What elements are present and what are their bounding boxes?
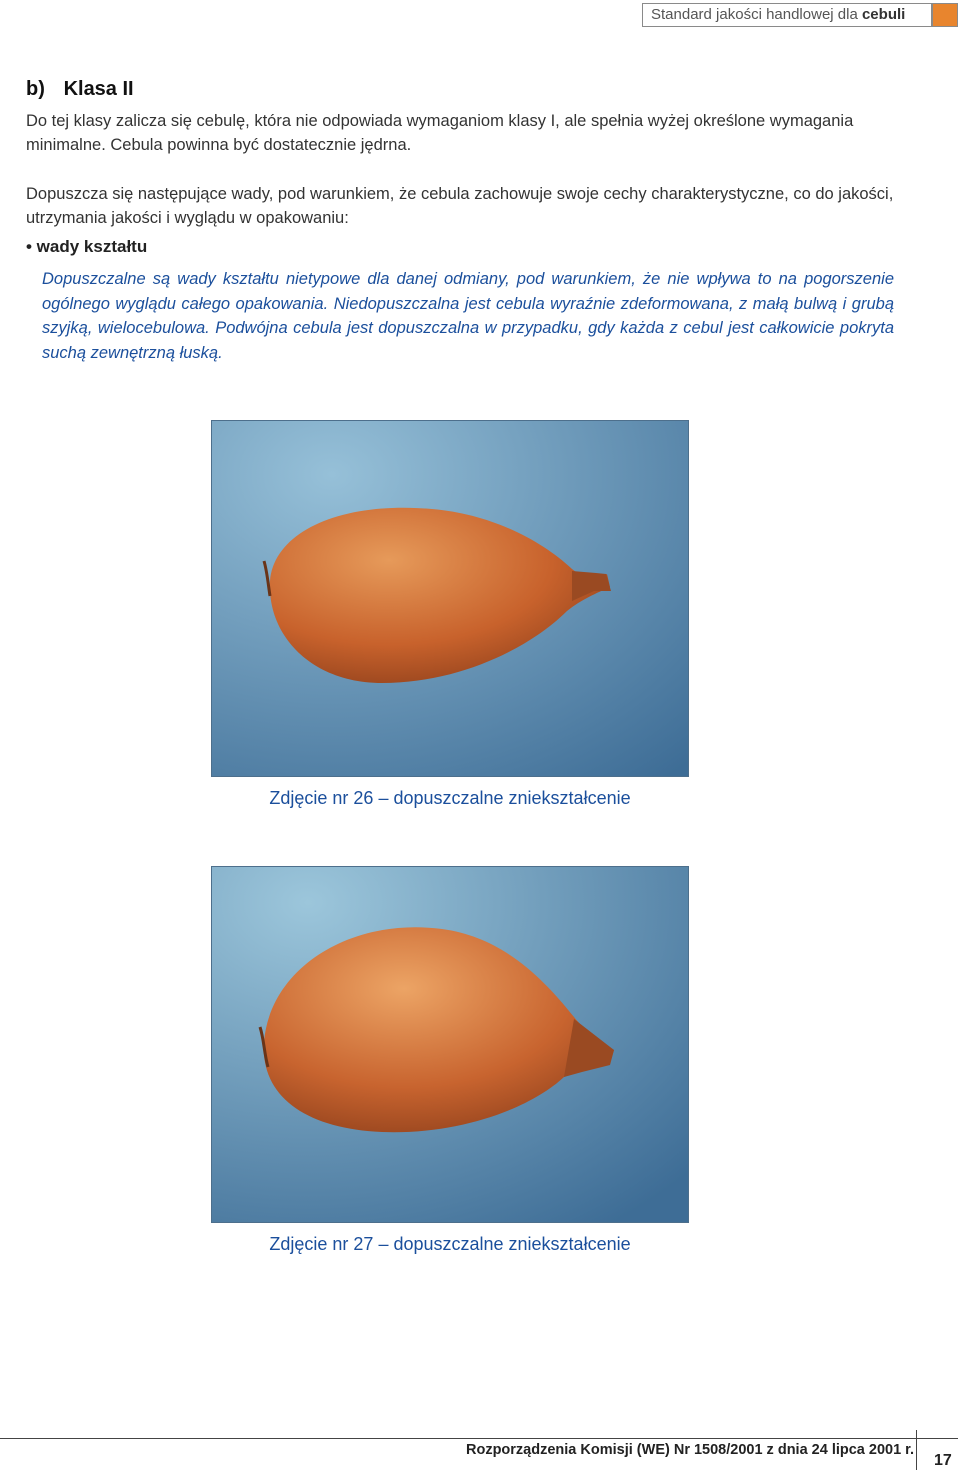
photo-caption-26: Zdjęcie nr 26 – dopuszczalne zniekształcenie bbox=[269, 788, 631, 808]
shape-defects-description: Dopuszczalne są wady kształtu nietypowe dla danej odmiany, pod warunkiem, że nie wpływa to na pogorszenie ogólnego wyglądu całego opakowania. Niedopuszczalna jest cebula wyraźnie zdeformowana, z małą bulwą i grubą szyjką, wielocebulowa. Podwójna cebula jest dopuszczalna w przypadku, gdy każda z cebul jest całkowicie pokryta suchą zewnętrzną łuską. bbox=[42, 270, 894, 362]
header-title-prefix: Standard jakości handlowej dla bbox=[651, 6, 862, 23]
photo-caption-27: Zdjęcie nr 27 – dopuszczalne zniekształcenie bbox=[269, 1234, 631, 1254]
section-heading bbox=[26, 78, 134, 101]
page-number: 17 bbox=[934, 1452, 952, 1469]
paragraph-intro: Do tej klasy zalicza się cebulę, która nie odpowiada wymaganiom klasy I, ale spełnia wyżej określone wymagania minimalne. Cebula powinna być dostatecznie jędrna. bbox=[26, 112, 854, 154]
onion-photo-27 bbox=[211, 866, 689, 1223]
footer-vertical-divider bbox=[916, 1430, 917, 1470]
running-header bbox=[642, 3, 932, 27]
footer-divider bbox=[0, 1438, 958, 1439]
onion-photo-26 bbox=[211, 420, 689, 777]
header-accent-tab bbox=[932, 3, 958, 27]
bullet-shape-defects: • wady kształtu bbox=[26, 237, 148, 256]
header-title-bold: cebuli bbox=[861, 6, 906, 23]
section-label: b) bbox=[26, 78, 45, 100]
footer-regulation-reference: Rozporządzenia Komisji (WE) Nr 1508/2001 z dnia 24 lipca 2001 r. bbox=[466, 1442, 915, 1458]
paragraph-allowed-defects: Dopuszcza się następujące wady, pod warunkiem, że cebula zachowuje swoje cechy charakterystyczne, co do jakości, utrzymania jakości i wyglądu w opakowaniu: bbox=[26, 185, 894, 227]
section-title: Klasa II bbox=[63, 78, 134, 100]
